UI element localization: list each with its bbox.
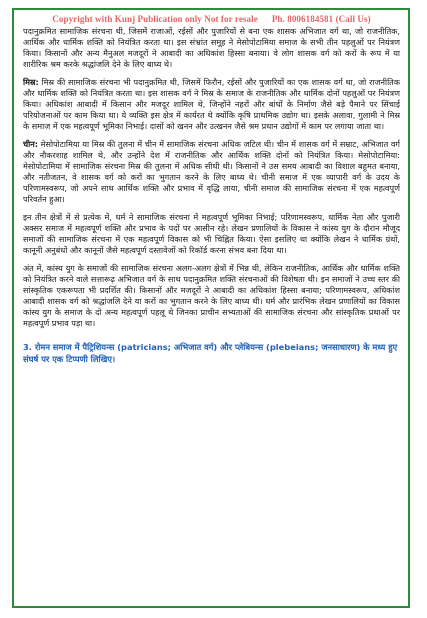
copyright-header	[23, 14, 400, 24]
paragraph-text: अंत में, कांस्य युग के समाजों की सामाजिक संरचना अलग-अलग क्षेत्रों में भिन्न थी, लेकिन राजनीतिक, आर्थिक और धार्मिक शक्ति को नियंत्रित करने वाले सत्तारूढ़ अभिजात वर्ग के साथ पदानुक्रमित शक्ति संरचनाओं की विशेषता थी। इन समाजों ने उच्च स्तर की सांस्कृतिक एकरूपता भी प्रदर्शित की। किसानों और मजदूरों ने आबादी का अधिकांश हिस्सा बनाया; परिणामस्वरूप, अधिकांश आबादी शासक वर्ग को श्रद्धांजलि देने या करों का भुगतान करने के लिए बाध्य थी। धर्म और प्रारंभिक लेखन प्रणालियों का विकास कांस्य युग के समाज के दो अन्य महत्वपूर्ण पहलू थे जिनका प्राचीन सभ्यताओं की सामाजिक संरचना और सांस्कृतिक प्रथाओं पर महत्वपूर्ण प्रभाव पड़ा था।	[23, 263, 400, 328]
copyright-notice: Copyright with Kunj Publication only Not for resale	[52, 14, 258, 24]
paragraph-lead: मिस्र:	[23, 77, 39, 87]
paragraph-text: मेसोपोटामिया या मिस्र की तुलना में चीन में सामाजिक संरचना अधिक जटिल थी। चीन में शासक वर्ग में सम्राट, अभिजात वर्ग और नौकरशाह शामिल थे, और उन्होंने देश में राजनीतिक और आर्थिक शक्ति दोनों को नियंत्रित किया। मेसोपोटामिया: मेसोपोटामिया में सामाजिक संरचना मिस्र की तुलना में अधिक सीधी थी। किसानों ने उस समय आबादी का विशाल बहुमत बनाया, और नतीजतन, वे शासक वर्ग को करों का भुगतान करने के लिए बाध्य थे। चीनी समाज में एक व्यापारी वर्ग के उदय के परिणामस्वरूप, जो अपने साथ आर्थिक शक्ति और प्रभाव में वृद्धि लाया, चीनी समाज की सामाजिक संरचना में एक महत्वपूर्ण परिवर्तन हुआ।	[23, 139, 400, 204]
paragraph-china	[23, 139, 400, 205]
paragraph-lead: चीन:	[23, 139, 38, 149]
phone-number: Ph. 8006184581 (Call Us)	[271, 14, 371, 24]
paragraph-religion	[23, 212, 400, 256]
paragraph-mesopotamia-intro	[23, 26, 400, 70]
paragraph-text: मिस्र की सामाजिक संरचना भी पदानुक्रमित थी, जिसमें फिरौन, रईसों और पुजारियों का एक शासक वर्ग था, जो राजनीतिक और धार्मिक शक्ति को नियंत्रित करता था। इस शासक वर्ग ने मिस्र के समाज के राजनीतिक और धार्मिक दोनों पहलुओं पर नियंत्रण किया। अधिकांश आबादी में किसान और मजदूर शामिल थे, जिन्होंने नहरों और बांधों के निर्माण जैसे बड़े पैमाने पर सिंचाई परियोजनाओं पर काम किया था। ये व्यक्ति इस क्षेत्र में कार्यरत थे क्योंकि कृषि प्राथमिक उद्योग था। इसके अलावा, गुलामी ने मिस्र के समाज में एक महत्वपूर्ण भूमिका निभाई। दासों को खनन और उत्खनन जैसे श्रम प्रधान उद्योगों में काम पर लगाया जाता था।	[23, 77, 400, 131]
paragraph-text: पदानुक्रमित सामाजिक संरचना थी, जिसमें राजाओं, रईसों और पुजारियों से बना एक शासक अभिजात वर्ग था, जो राजनीतिक, आर्थिक और धार्मिक शक्ति को नियंत्रित करता था। इस संभ्रांत समूह ने मेसोपोटामिया समाज के सभी तीन पहलुओं पर नियंत्रण किया। किसानों और अन्य मैनुअल मजदूरों ने आबादी का अधिकांश हिस्सा बनाया। वे लोग शासक वर्ग को करों के रूप में या शारीरिक श्रम करके श्रद्धांजलि देने के लिए बाध्य थे।	[23, 26, 400, 69]
paragraph-egypt	[23, 77, 400, 132]
question-heading: 3. रोमन समाज में पैट्रिशियन्स (patricians; अभिजात वर्ग) और प्लेबियन्स (plebeians; जनसाधारण) के मध्य हुए संघर्ष पर एक टिप्पणी लिखिए।	[23, 342, 398, 364]
paragraph-conclusion	[23, 263, 400, 329]
document-page	[12, 8, 410, 608]
paragraph-text: इन तीन क्षेत्रों में से प्रत्येक में, धर्म ने सामाजिक संरचना में महत्वपूर्ण भूमिका निभाई; परिणामस्वरूप, धार्मिक नेता और पुजारी अक्सर समाज में महत्वपूर्ण शक्ति और प्रभाव के पदों पर आसीन रहे। लेखन प्रणालियों के विकास ने कांस्य युग के दौरान मौजूद समाजों की सामाजिक संरचना में एक महत्वपूर्ण विकास को भी चिह्नित किया। ऐसा इसलिए था क्योंकि लेखन ने धार्मिक ग्रंथों, कानूनी अनुबंधों और कानूनों जैसे महत्वपूर्ण दस्तावेजों को रिकॉर्ड करना संभव बना दिया था।	[23, 212, 400, 255]
